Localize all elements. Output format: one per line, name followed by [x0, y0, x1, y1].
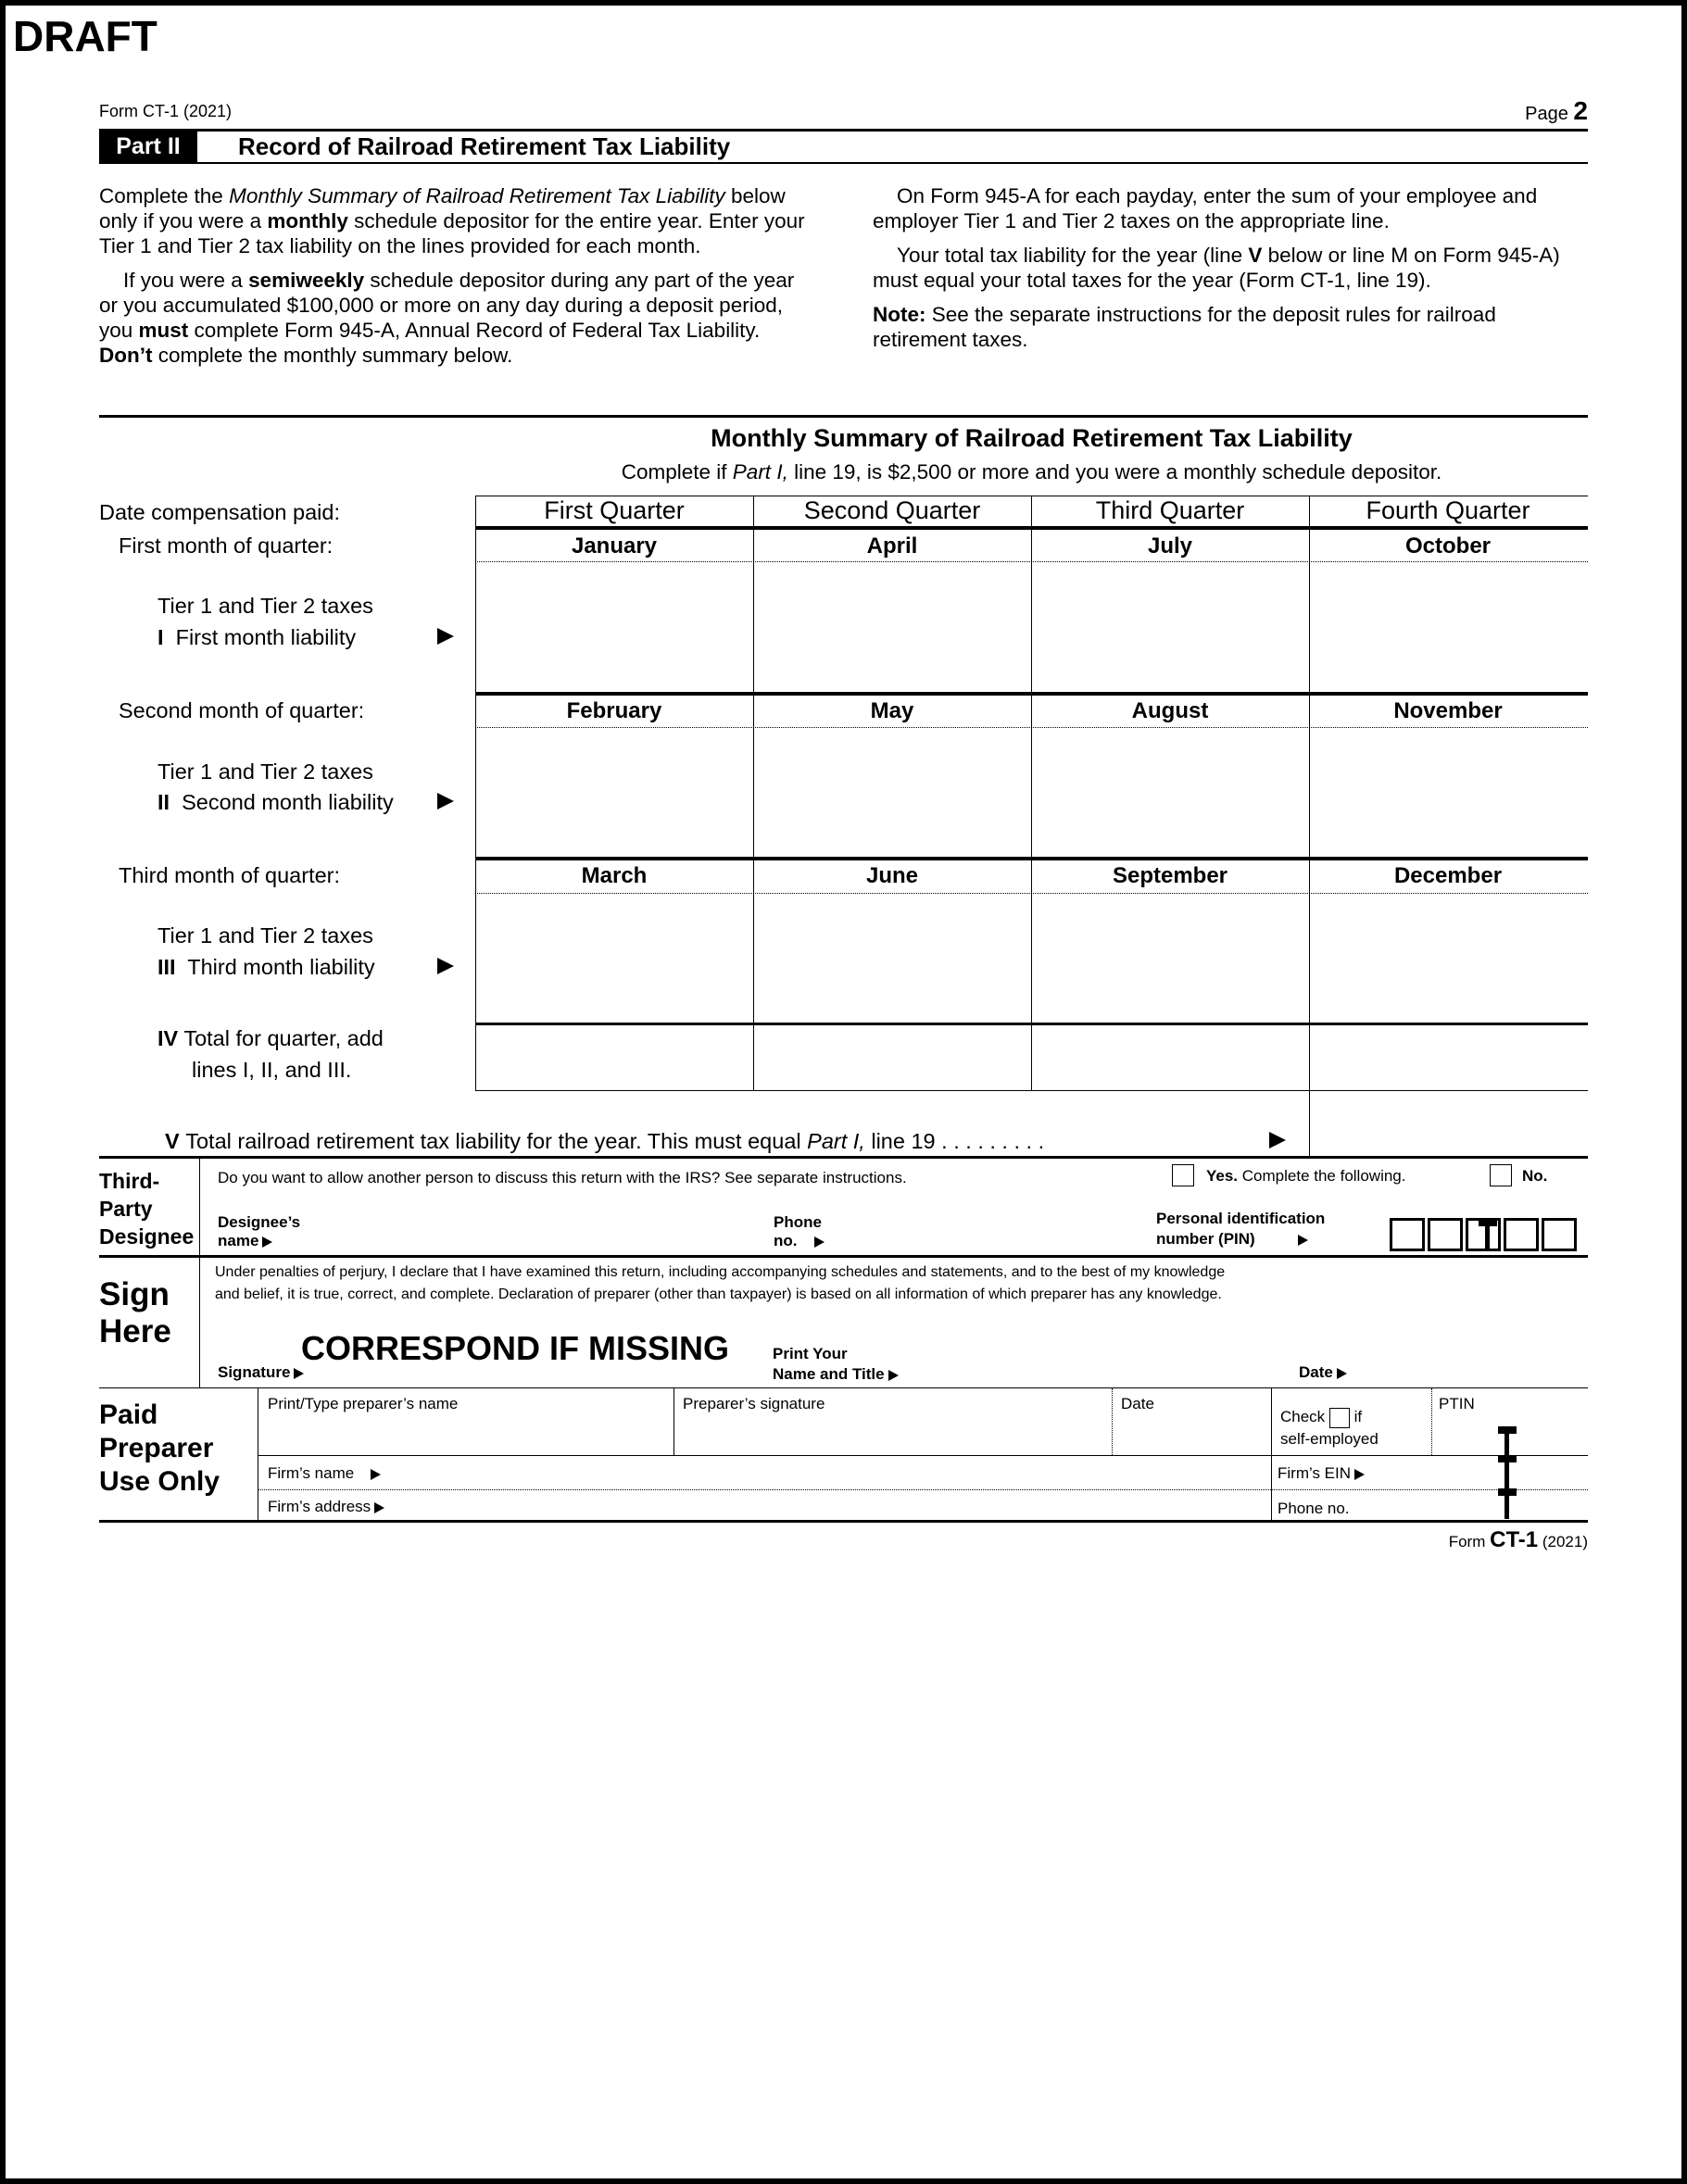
line-ii-q1-input[interactable]: [476, 729, 752, 856]
intro-left-p1: Complete the Monthly Summary of Railroad Retirement Tax Liability below only if you were a monthly schedule depositor for the entire year. Enter your Tier 1 and Tier 2 tax liability on the lines provided for each month.: [99, 184, 805, 257]
firm-address-input[interactable]: [408, 1491, 1265, 1520]
preparer-name-input[interactable]: [259, 1417, 672, 1454]
signature-value[interactable]: CORRESPOND IF MISSING: [301, 1329, 730, 1367]
month-may: May: [870, 698, 914, 723]
first-month-label: First month of quarter:: [119, 533, 334, 558]
line-iii-label: III Third month liability: [157, 955, 375, 979]
preparer-signature-input[interactable]: [675, 1417, 1111, 1454]
footer-form-id: Form CT-1 (2021): [1448, 1527, 1588, 1552]
quarter-header-2: Second Quarter: [803, 496, 981, 524]
field-divider: [1431, 1388, 1432, 1455]
line-iii-q4-input[interactable]: [1310, 895, 1586, 1022]
no-checkbox[interactable]: [1490, 1164, 1512, 1186]
line-iii-q1-input[interactable]: [476, 895, 752, 1022]
arrow-icon: [374, 1502, 384, 1513]
field-divider: [1112, 1388, 1113, 1455]
form-id: Form CT-1 (2021): [99, 102, 233, 120]
line-iv-label: IV Total for quarter, add: [157, 1026, 384, 1050]
preparer-phone-input[interactable]: [1362, 1491, 1586, 1520]
line-iv-q3-input[interactable]: [1032, 1026, 1308, 1089]
section-rule: [99, 1255, 1588, 1258]
summary-subtitle: Complete if Part I, line 19, is $2,500 or more and you were a monthly schedule depositor.: [621, 460, 1442, 483]
line-i-q2-input[interactable]: [754, 563, 1030, 691]
line-ii-q2-input[interactable]: [754, 729, 1030, 856]
quarter-header-4: Fourth Quarter: [1366, 496, 1530, 524]
intro-right-p2: Your total tax liability for the year (line V below or line M on Form 945-A) must equal your total taxes for the year (Form CT-1, line 19).: [873, 244, 1560, 292]
arrow-icon: [262, 1236, 272, 1248]
month-august: August: [1131, 698, 1209, 723]
preparer-signature-label: Preparer’s signature: [683, 1395, 825, 1412]
sign-here-label: Sign Here: [99, 1276, 171, 1349]
part-badge: Part II: [99, 132, 197, 162]
line-iv-q1-input[interactable]: [476, 1026, 752, 1089]
phone-label: Phone no.: [774, 1213, 825, 1250]
perjury-declaration: Under penalties of perjury, I declare that I have examined this return, including accompanying schedules and statements, and to the best of my knowledge and belief, it is true, correct, and complete. Declaration of preparer (other than taxpayer) is based on all information of which preparer has any knowledge.: [215, 1264, 1226, 1302]
month-june: June: [865, 863, 918, 888]
text-cursor-icon: [1479, 1219, 1497, 1226]
self-employed-checkbox[interactable]: [1329, 1408, 1350, 1428]
preparer-name-label: Print/Type preparer’s name: [268, 1395, 459, 1412]
line-ii-label: II Second month liability: [157, 790, 394, 814]
text-cursor-icon: [1498, 1426, 1517, 1434]
summary-title: Monthly Summary of Railroad Retirement Tax Liability: [711, 424, 1353, 452]
month-january: January: [571, 533, 658, 559]
intro-right: [873, 183, 1591, 361]
self-employed-label: Check if self-employed: [1280, 1408, 1379, 1448]
tier-taxes-label-1: Tier 1 and Tier 2 taxes: [157, 594, 373, 618]
preparer-date-label: Date: [1121, 1395, 1154, 1412]
text-cursor-icon: [1504, 1431, 1509, 1519]
line-iv-label-2: lines I, II, and III.: [192, 1058, 352, 1082]
section-rule: [99, 1520, 1588, 1523]
pin-label: Personal identification number (PIN): [1156, 1210, 1326, 1248]
intro-right-p1: On Form 945-A for each payday, enter the sum of your employee and employer Tier 1 and Tier 2 taxes on the appropriate line.: [873, 184, 1538, 232]
quarter-header-1: First Quarter: [544, 496, 685, 524]
page-number: Page 2: [1525, 96, 1588, 125]
section-rule: [99, 415, 1588, 418]
arrow-icon: [814, 1236, 825, 1248]
intro-right-note: Note: See the separate instructions for the deposit rules for railroad retirement taxes.: [873, 303, 1496, 351]
phone-input[interactable]: [852, 1223, 1130, 1250]
designee-name-label: Designee’s name: [218, 1213, 301, 1249]
pin-digit-1[interactable]: [1390, 1218, 1425, 1251]
firm-ein-label: Firm’s EIN: [1278, 1464, 1365, 1483]
line-i-q1-input[interactable]: [476, 563, 752, 691]
preparer-date-input[interactable]: [1114, 1417, 1269, 1454]
month-september: September: [1112, 863, 1228, 888]
field-rule: [258, 1455, 1588, 1456]
text-cursor-icon: [1498, 1488, 1517, 1496]
line-ii-q4-input[interactable]: [1310, 729, 1586, 856]
pin-digit-2[interactable]: [1428, 1218, 1463, 1251]
firm-address-label: Firm’s address: [268, 1498, 384, 1516]
line-i-q3-input[interactable]: [1032, 563, 1308, 691]
arrow-icon: [1298, 1235, 1308, 1246]
draft-watermark: DRAFT: [13, 12, 157, 60]
section-rule: [99, 1387, 1588, 1388]
third-month-label: Third month of quarter:: [119, 863, 341, 887]
line-iv-q2-input[interactable]: [754, 1026, 1030, 1089]
intro-left: [99, 183, 812, 377]
ptin-label: PTIN: [1439, 1395, 1475, 1412]
second-month-label: Second month of quarter:: [119, 698, 365, 722]
signature-label: Signature: [218, 1363, 304, 1382]
line-iii-q3-input[interactable]: [1032, 895, 1308, 1022]
section-rule: [99, 1156, 1588, 1159]
firm-name-input[interactable]: [426, 1458, 1265, 1488]
no-label: No.: [1522, 1167, 1548, 1185]
arrow-icon: [437, 628, 454, 645]
section-divider: [199, 1258, 200, 1387]
paid-preparer-label: Paid Preparer Use Only: [99, 1400, 220, 1497]
month-april: April: [866, 533, 918, 559]
arrow-icon: [371, 1469, 381, 1480]
tier-taxes-label-3: Tier 1 and Tier 2 taxes: [157, 923, 373, 948]
arrow-icon: [437, 793, 454, 810]
line-iii-q2-input[interactable]: [754, 895, 1030, 1022]
quarter-header-3: Third Quarter: [1095, 496, 1245, 524]
designee-name-input[interactable]: [296, 1223, 760, 1250]
arrow-icon: [1269, 1132, 1286, 1148]
line-v-label: V Total railroad retirement tax liability for the year. This must equal Part I, line 19 . . . . . . . . .: [165, 1129, 1045, 1153]
line-i-q4-input[interactable]: [1310, 563, 1586, 691]
preparer-phone-label: Phone no.: [1278, 1500, 1350, 1517]
intro-left-p2: If you were a semiweekly schedule depositor during any part of the year or you accumulated $100,000 or more on any day during a deposit period, you must complete Form 945-A, Annual Record of Federal Tax Liability. Don’t complete the monthly summary below.: [99, 269, 795, 367]
sign-date-input[interactable]: [1353, 1334, 1584, 1371]
line-iv-q4-input[interactable]: [1310, 1026, 1586, 1089]
line-ii-q3-input[interactable]: [1032, 729, 1308, 856]
arrow-icon: [437, 958, 454, 974]
firm-ein-input[interactable]: [1380, 1458, 1586, 1488]
tier-taxes-label-2: Tier 1 and Tier 2 taxes: [157, 759, 373, 784]
month-october: October: [1404, 533, 1491, 559]
date-compensation-label: Date compensation paid:: [99, 500, 340, 524]
arrow-icon: [1337, 1368, 1347, 1379]
pin-digit-4[interactable]: [1504, 1218, 1539, 1251]
field-rule: [258, 1489, 1588, 1490]
part-ii-header: [99, 132, 1588, 164]
month-february: February: [566, 698, 662, 723]
arrow-icon: [294, 1368, 304, 1379]
line-v-input[interactable]: [1310, 1093, 1586, 1156]
third-party-question: Do you want to allow another person to discuss this return with the IRS? See separate instructions.: [218, 1169, 907, 1186]
part-title: Record of Railroad Retirement Tax Liability: [238, 132, 731, 160]
arrow-icon: [888, 1370, 899, 1381]
print-name-input[interactable]: [936, 1334, 1278, 1371]
text-cursor-icon: [1498, 1455, 1517, 1462]
line-i-label: I First month liability: [157, 625, 357, 649]
firm-name-label: Firm’s name: [268, 1464, 381, 1483]
month-march: March: [581, 863, 648, 888]
print-name-label: Print Your Name and Title: [773, 1344, 899, 1385]
ptin-input[interactable]: [1433, 1417, 1586, 1454]
month-december: December: [1393, 863, 1503, 888]
arrow-icon: [1354, 1469, 1365, 1480]
third-party-label: Third- Party Designee: [99, 1169, 195, 1249]
yes-checkbox[interactable]: [1172, 1164, 1194, 1186]
section-divider: [199, 1159, 200, 1257]
month-july: July: [1147, 533, 1193, 559]
month-november: November: [1393, 698, 1503, 723]
pin-digit-5[interactable]: [1542, 1218, 1577, 1251]
yes-label: Yes. Complete the following.: [1206, 1167, 1406, 1185]
sign-date-label: Date: [1299, 1363, 1347, 1382]
